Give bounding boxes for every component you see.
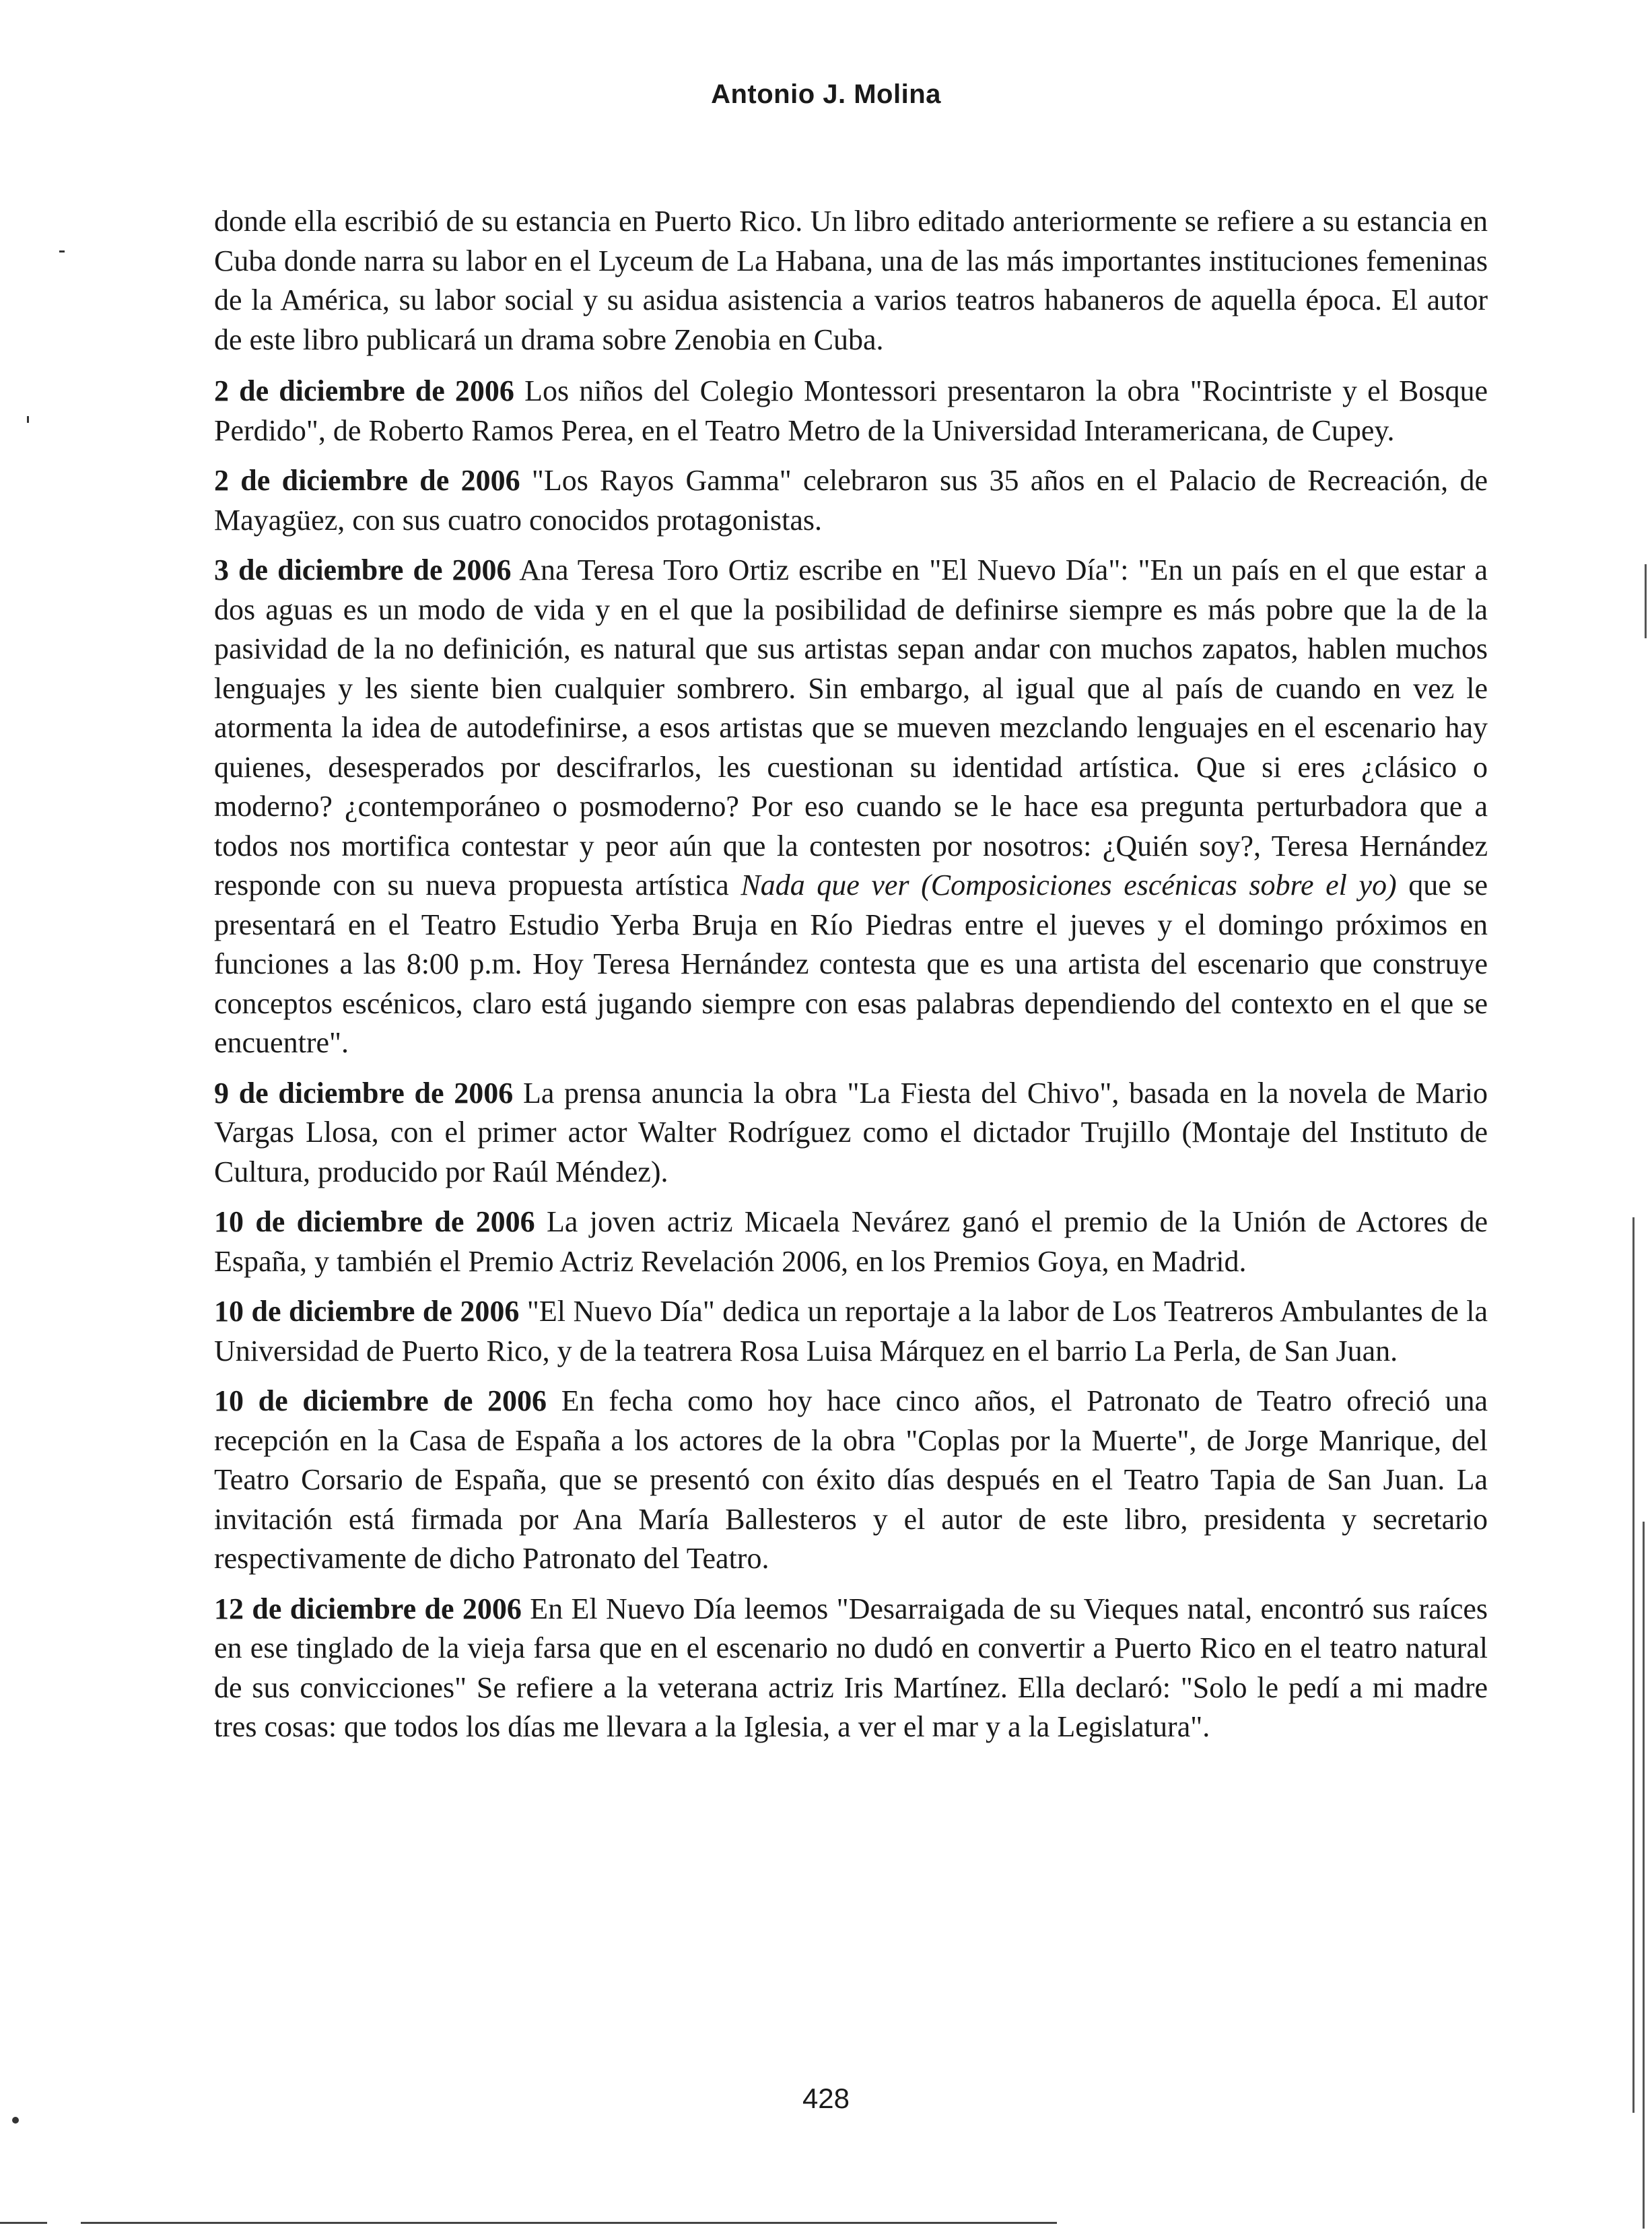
entry-text: Ana Teresa Toro Ortiz escribe en "El Nuevo Día": "En un país en el que estar a dos aguas es un modo de vida y en el que la posibilidad de definirse siempre es más pobre que la de la pasividad de la no definición, es natural que sus artistas sepan andar con muchos zapatos, hablen muchos lenguajes y les siente bien cualquier sombrero. Sin embargo, al igual que al país de cuando en vez le atormenta la idea de autodefinirse, a esos artistas que se mueven mezclando lenguajes en el escenario hay quienes, desesperados por descifrarlos, les cuestionan su identidad artística. Que si eres ¿clásico o moderno? ¿contemporáneo o posmoderno? Por eso cuando se le hace esa pregunta perturbadora que a todos nos mortifica contestar y peor aún que la contesten por nosotros: ¿Quién soy?, Teresa Hernández responde con su nueva propuesta artística: [214, 553, 1488, 902]
entry-paragraph: [214, 551, 1488, 1063]
running-header: Antonio J. Molina: [711, 79, 941, 109]
entry-text: En fecha como hoy hace cinco años, el Patronato de Teatro ofreció una recepción en la Casa de España a los actores de la obra "Coplas por la Muerte", de Jorge Manrique, del Teatro Corsario de España, que se presentó con éxito días después en el Teatro Tapia de San Juan. La invitación está firmada por Ana María Ballesteros y el autor de este libro, presidenta y secretario respectivamente de dicho Patronato del Teatro.: [214, 1384, 1488, 1575]
entry-text: Los niños del Colegio Montessori presentaron la obra "Rocintriste y el Bosque Perdido", de Roberto Ramos Perea, en el Teatro Metro de la Universidad Interamericana, de Cupey.: [214, 374, 1488, 447]
entry-paragraph: [214, 1382, 1488, 1579]
scan-speck: [59, 250, 65, 252]
entry-text-continued: que se presentará en el Teatro Estudio Yerba Bruja en Río Piedras entre el jueves y el domingo próximos en funciones a las 8:00 p.m. Hoy Teresa Hernández contesta que es una artista del escenario que construye conceptos escénicos, claro está jugando siempre con esas palabras dependiendo del contexto en el que se encuentre".: [214, 869, 1488, 1059]
entry-date: 2 de diciembre de 2006: [214, 464, 520, 497]
entry-paragraph: [214, 1590, 1488, 1747]
scan-speck: [27, 416, 29, 423]
body-text: [214, 202, 1488, 1758]
entry-text: "Los Rayos Gamma" celebraron sus 35 años en el Palacio de Recreación, de Mayagüez, con sus cuatro conocidos protagonistas.: [214, 464, 1488, 537]
entry-paragraph: [214, 1292, 1488, 1371]
intro-paragraph: donde ella escribió de su estancia en Puerto Rico. Un libro editado anteriormente se refiere a su estancia en Cuba donde narra su labor en el Lyceum de La Habana, una de las más importantes instituciones femeninas de la América, su labor social y su asidua asistencia a varios teatros habaneros de aquella época. El autor de este libro publicará un drama sobre Zenobia en Cuba.: [214, 205, 1488, 356]
entry-text: La prensa anuncia la obra "La Fiesta del Chivo", basada en la novela de Mario Vargas Llosa, con el primer actor Walter Rodríguez como el dictador Trujillo (Montaje del Instituto de Cultura, producido por Raúl Méndez).: [214, 1076, 1488, 1188]
entry-text: En El Nuevo Día leemos "Desarraigada de su Vieques natal, encontró sus raíces en ese tinglado de la vieja farsa que en el escenario no dudó en convertir a Puerto Rico en el teatro natural de sus convicciones" Se refiere a la veterana actriz Iris Martínez. Ella declaró: "Solo le pedí a mi madre tres cosas: que todos los días me llevara a la Iglesia, a ver el mar y a la Legislatura".: [214, 1592, 1488, 1743]
entry-date: 10 de diciembre de 2006: [214, 1295, 520, 1328]
entry-date: 10 de diciembre de 2006: [214, 1384, 547, 1417]
scan-speck: [12, 2117, 19, 2124]
page-number: 428: [802, 2082, 850, 2114]
entry-text: "El Nuevo Día" dedica un reportaje a la labor de Los Teatreros Ambulantes de la Universidad de Puerto Rico, y de la teatrera Rosa Luisa Márquez en el barrio La Perla, de San Juan.: [214, 1295, 1488, 1367]
entry-paragraph: [214, 1202, 1488, 1281]
scan-bottom-line: [81, 2222, 1057, 2224]
scan-bottom-line: [0, 2222, 47, 2224]
work-title: Nada que ver (Composiciones escénicas sobre el yo): [741, 869, 1397, 902]
entry-date: 2 de diciembre de 2006: [214, 374, 514, 407]
entry-paragraph: [214, 461, 1488, 540]
entry-date: 10 de diciembre de 2006: [214, 1205, 535, 1238]
scan-edge-line: [1643, 1522, 1645, 2229]
scan-edge-line: [1632, 1217, 1634, 2113]
entry-paragraph: [214, 372, 1488, 450]
entry-date: 3 de diciembre de 2006: [214, 553, 512, 586]
entry-date: 9 de diciembre de 2006: [214, 1076, 514, 1110]
entry-paragraph: [214, 1074, 1488, 1192]
entry-date: 12 de diciembre de 2006: [214, 1592, 522, 1625]
scan-edge-line: [1645, 564, 1647, 638]
entry-text: La joven actriz Micaela Nevárez ganó el premio de la Unión de Actores de España, y también el Premio Actriz Revelación 2006, en los Premios Goya, en Madrid.: [214, 1205, 1488, 1278]
